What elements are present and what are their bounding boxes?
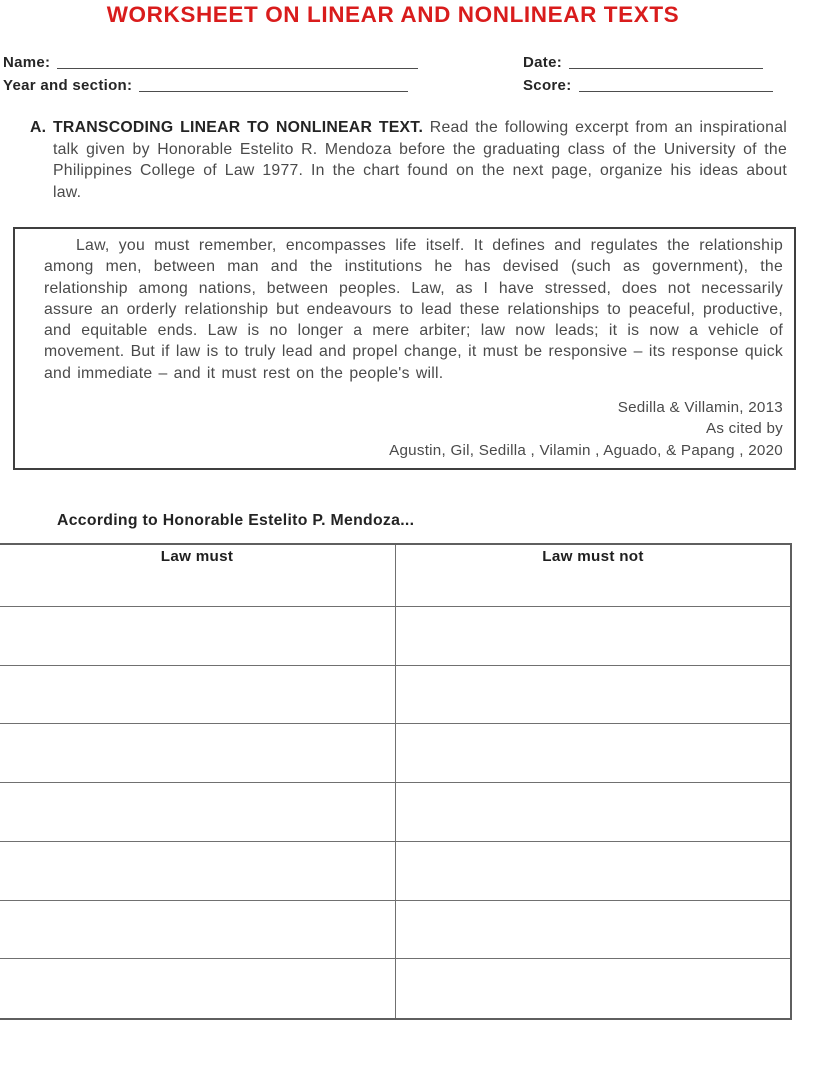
law-table [0, 543, 792, 1020]
law-must-not-header: Law must not [396, 545, 790, 607]
name-label: Name: [3, 54, 51, 71]
score-label: Score: [523, 77, 572, 94]
year-section-field [3, 77, 408, 94]
excerpt-attribution [44, 397, 783, 461]
excerpt-text: Law, you must remember, encompasses life itself. It defines and regulates the relationship among men, between man and the institutions he has devised (such as government), the relationship among nations, between peoples. Law, as I have stressed, does not necessarily assure an orderly relationship but endeavours to lead these relationships to peaceful, productive, and equitable ends. Law is no longer a mere arbiter; law now leads; it is now a vehicle of movement. But if law is to truly lead and propel change, it must be responsive – its response quick and immediate – and it must rest on the people's will. [44, 237, 783, 382]
name-field [3, 54, 418, 71]
section-a-instructions [30, 117, 787, 203]
table-cell-row4-law-must[interactable] [0, 783, 396, 842]
date-field [523, 54, 763, 71]
section-a-body: Read the following excerpt from an inspirational talk given by Honorable Estelito R. Mendoza before the graduating class of the University of the Philippines College of Law 1977. In the chart found on the next page, organize his ideas about law. [53, 119, 788, 201]
table-cell-row3-law-must[interactable] [0, 724, 396, 783]
chart-heading: According to Honorable Estelito P. Mendoza... [57, 512, 415, 529]
attribution-line-1: Sedilla & Villamin, 2013 [617, 399, 783, 417]
section-a-lead: TRANSCODING LINEAR TO NONLINEAR TEXT. [53, 119, 424, 136]
table-cell-row6-law-must-not[interactable] [396, 901, 790, 960]
table-cell-row7-law-must[interactable] [0, 959, 396, 1018]
page-title: WORKSHEET ON LINEAR AND NONLINEAR TEXTS [106, 2, 680, 27]
table-cell-row1-law-must-not[interactable] [396, 607, 790, 666]
table-cell-row7-law-must-not[interactable] [396, 959, 790, 1018]
table-cell-row3-law-must-not[interactable] [396, 724, 790, 783]
year-section-label: Year and section: [3, 77, 133, 94]
section-a-marker: A. [30, 119, 47, 136]
date-label: Date: [523, 54, 563, 71]
table-cell-row4-law-must-not[interactable] [396, 783, 790, 842]
attribution-line-3: Agustin, Gil, Sedilla , Vilamin , Aguado, & Papang , 2020 [389, 441, 783, 459]
law-must-header: Law must [0, 545, 396, 607]
attribution-line-2: As cited by [705, 420, 783, 438]
table-cell-row1-law-must[interactable] [0, 607, 396, 666]
year-section-fill-line[interactable] [139, 77, 408, 92]
score-fill-line[interactable] [579, 77, 774, 92]
name-fill-line[interactable] [57, 54, 418, 69]
excerpt-box [13, 227, 796, 470]
date-fill-line[interactable] [569, 54, 763, 69]
table-cell-row2-law-must-not[interactable] [396, 666, 790, 725]
score-field [523, 77, 773, 94]
table-cell-row6-law-must[interactable] [0, 901, 396, 960]
table-cell-row5-law-must[interactable] [0, 842, 396, 901]
table-cell-row2-law-must[interactable] [0, 666, 396, 725]
table-cell-row5-law-must-not[interactable] [396, 842, 790, 901]
